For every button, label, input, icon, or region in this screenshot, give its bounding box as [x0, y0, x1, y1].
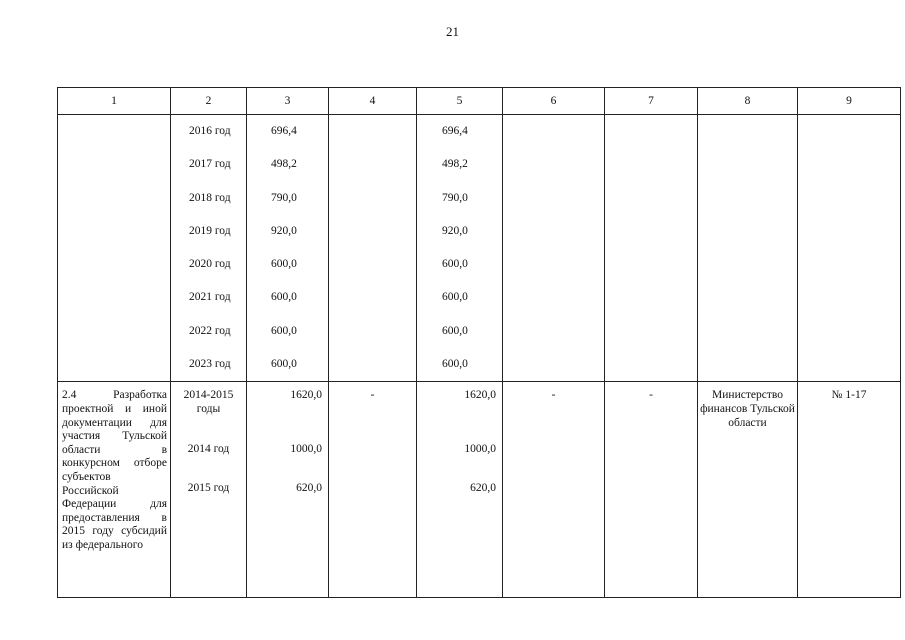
header-col-1: 1	[58, 88, 171, 115]
col3-value: 600,0	[271, 358, 297, 371]
header-col-7: 7	[605, 88, 698, 115]
table-row	[58, 115, 901, 382]
year-label: 2014 год	[187, 442, 230, 455]
col3-value: 620,0	[296, 482, 322, 495]
empty-cell	[58, 115, 171, 382]
year-label: 2022 год	[189, 324, 231, 337]
years-cell	[171, 115, 247, 382]
empty-cell	[798, 115, 901, 382]
empty-cell	[503, 115, 605, 382]
col3-value: 920,0	[271, 224, 297, 237]
year-label: 2023 год	[189, 358, 231, 371]
col5-value: 498,2	[442, 158, 468, 171]
header-col-8: 8	[698, 88, 798, 115]
table-row-item-2-4	[58, 382, 901, 598]
budget-table	[57, 87, 901, 598]
col5-values-cell	[417, 115, 503, 382]
col3-value: 790,0	[271, 191, 297, 204]
col5-value: 920,0	[442, 224, 468, 237]
year-label: 2019 год	[189, 224, 231, 237]
year-label: 2020 год	[189, 258, 231, 271]
period-cell	[171, 382, 247, 598]
col7-cell: -	[605, 382, 698, 598]
col3-value: 1000,0	[290, 442, 322, 455]
col3-total: 1620,0	[290, 389, 322, 402]
col3-value: 600,0	[271, 324, 297, 337]
col5-total: 1620,0	[464, 389, 496, 402]
header-col-3: 3	[247, 88, 329, 115]
responsible-cell: Министерство финансов Тульской области	[698, 382, 798, 598]
period-line: годы	[196, 402, 221, 415]
header-col-6: 6	[503, 88, 605, 115]
col3-values-cell	[247, 115, 329, 382]
empty-cell	[329, 115, 417, 382]
year-label: 2018 год	[189, 191, 231, 204]
col5-value: 600,0	[442, 291, 468, 304]
col5-value: 1000,0	[464, 442, 496, 455]
col6-cell: -	[503, 382, 605, 598]
col3-values-cell	[247, 382, 329, 598]
item-description: 2.4 Разработка проектной и иной документации для участия Тульской области в конкурсном отборе субъектов Российской Федерации для предоставления в 2015 году субсидий из федерального	[58, 382, 171, 598]
header-row	[58, 88, 901, 115]
empty-cell	[605, 115, 698, 382]
header-col-5: 5	[417, 88, 503, 115]
indicator-ref-cell: № 1-17	[798, 382, 901, 598]
col5-value: 620,0	[470, 482, 496, 495]
col3-value: 498,2	[271, 158, 297, 171]
col4-cell: -	[329, 382, 417, 598]
col3-value: 696,4	[271, 125, 297, 137]
col3-value: 600,0	[271, 291, 297, 304]
empty-cell	[698, 115, 798, 382]
col5-value: 600,0	[442, 358, 468, 371]
year-label: 2021 год	[189, 291, 231, 304]
year-label: 2016 год	[189, 125, 231, 137]
col3-value: 600,0	[271, 258, 297, 271]
col5-value: 696,4	[442, 125, 468, 137]
header-col-2: 2	[171, 88, 247, 115]
col5-value: 600,0	[442, 258, 468, 271]
col5-values-cell	[417, 382, 503, 598]
year-label: 2017 год	[189, 158, 231, 171]
header-col-4: 4	[329, 88, 417, 115]
header-col-9: 9	[798, 88, 901, 115]
period-line: 2014-2015	[183, 389, 234, 402]
col5-value: 600,0	[442, 324, 468, 337]
col5-value: 790,0	[442, 191, 468, 204]
year-label: 2015 год	[187, 482, 230, 495]
page-number: 21	[446, 24, 459, 39]
